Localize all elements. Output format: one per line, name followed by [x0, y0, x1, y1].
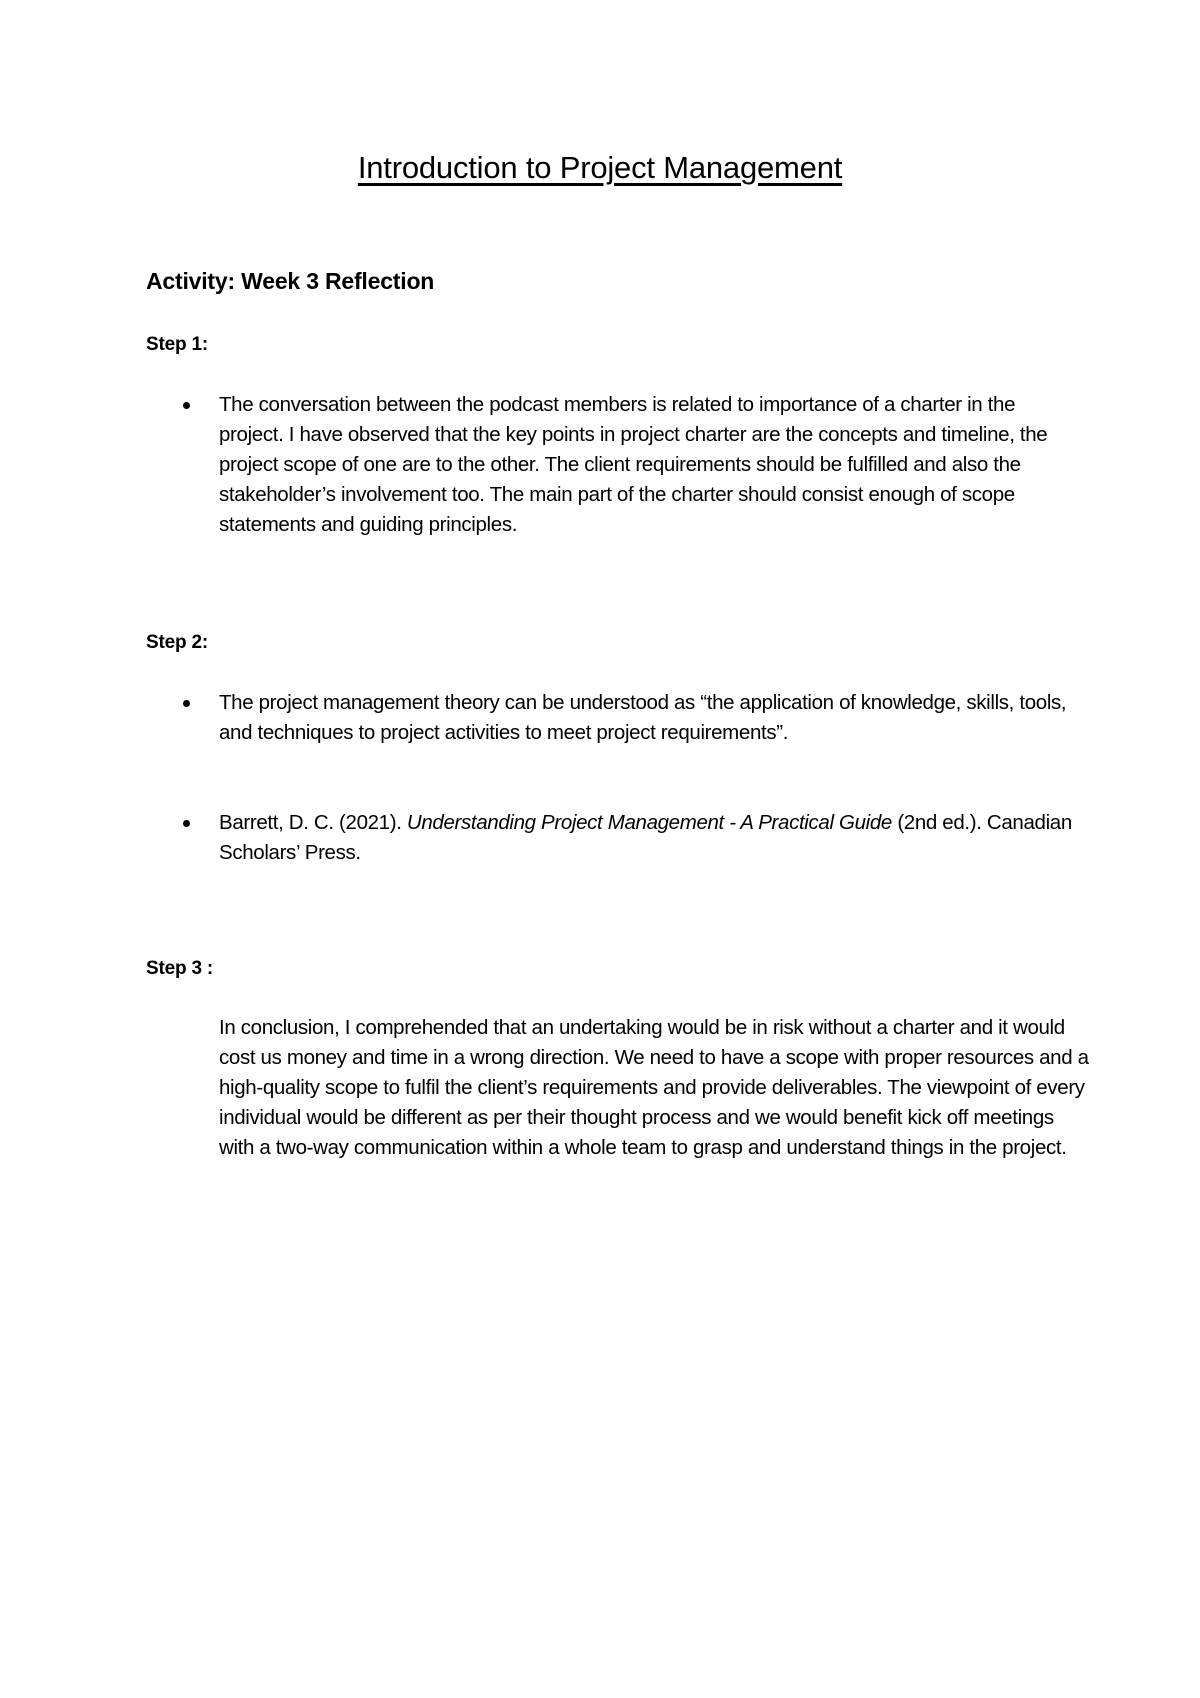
page-title: Introduction to Project Management [357, 150, 843, 185]
step-3-heading: Step 3 : [146, 958, 214, 979]
step-2-heading: Step 2: [146, 632, 208, 653]
bullet-icon [183, 820, 190, 827]
citation-text [219, 808, 1079, 868]
citation-prefix: Barrett, D. C. (2021). [219, 811, 407, 834]
step-1-bullet-text: The conversation between the podcast members is related to importance of a charter in the project. I have observed that the key points in project charter are the concepts and timeline, the project scope of one are to the other. The client requirements should be fulfilled and also the stakeholder’s involvement too. The main part of the charter should consist enough of scope statements and guiding principles. [219, 393, 1048, 536]
activity-heading: Activity: Week 3 Reflection [146, 268, 435, 294]
step-1-heading: Step 1: [146, 334, 208, 355]
bullet-icon [183, 700, 190, 707]
step-3-paragraph: In conclusion, I comprehended that an undertaking would be in risk without a charter and it would cost us money and time in a wrong direction. We need to have a scope with proper resources and a high-quality scope to fulfil the client’s requirements and provide deliverables. The viewpoint of every individual would be different as per their thought process and we would benefit kick off meetings with a two-way communication within a whole team to grasp and understand things in the project. [219, 1016, 1089, 1159]
step-2-bullet-1-text: The project management theory can be understood as “the application of knowledge, skills, tools, and techniques to project activities to meet project requirements”. [219, 691, 1067, 744]
citation-suffix: (2nd ed.). Canadian Scholars’ Press. [219, 811, 1072, 864]
bullet-icon [183, 402, 190, 409]
citation-title: Understanding Project Management - A Practical Guide [406, 811, 892, 834]
